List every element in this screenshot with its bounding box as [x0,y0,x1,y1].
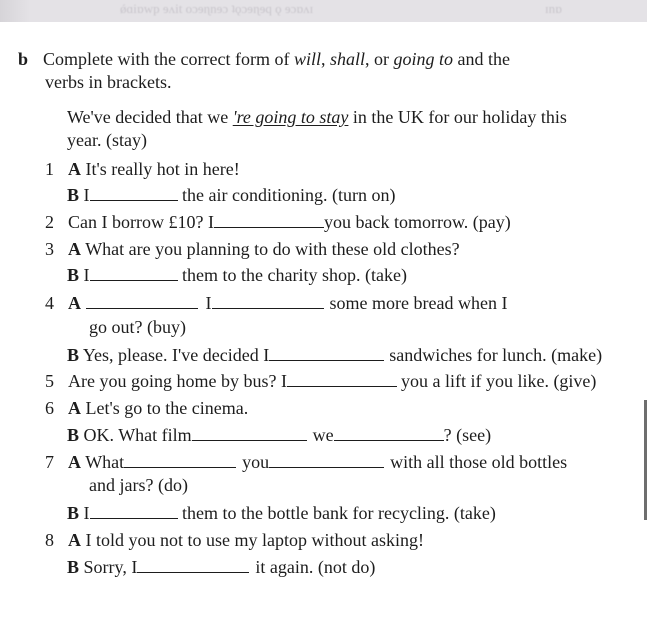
item-1-a: 1 A It's really hot in here! [45,159,240,179]
answer-blank[interactable] [269,451,384,468]
answer-blank[interactable] [192,424,307,441]
item-7-a-cont: and jars? (do) [89,475,188,495]
item-1-b: B I the air conditioning. (turn on) [67,185,396,205]
item-2: 2 Can I borrow £10? I you back tomorrow. (pay) [45,212,511,232]
example-line-2: year. (stay) [67,130,147,150]
item-8-b: B Sorry, I it again. (not do) [67,557,376,577]
answer-blank[interactable] [269,344,384,361]
ghost-text-left: ǿɑiɒwp ɘʌit oɔɘɳnɘɔ ʇǫɔɘɳɘq ǫ ɘɔɒʌɪ [120,1,314,16]
answer-blank[interactable] [90,502,178,519]
example-answer: 're going to stay [232,107,349,127]
item-4-b: B Yes, please. I've decided I sandwiches for lunch. (make) [67,345,603,365]
item-6-b: B OK. What film we ? (see) [67,425,492,445]
answer-blank[interactable] [124,451,236,468]
item-4-a: 4 A I some more bread when I [45,293,508,313]
exercise-letter: b [18,49,29,69]
answer-blank[interactable] [334,424,444,441]
answer-blank[interactable] [287,370,397,387]
answer-blank[interactable] [212,292,324,309]
answer-blank[interactable] [214,211,324,228]
instruction-line-1: b Complete with the correct form of will, shall, or going to and the [18,49,510,69]
answer-blank[interactable] [86,292,198,309]
answer-blank[interactable] [90,184,178,201]
item-6-a: 6 A Let's go to the cinema. [45,398,249,418]
ghost-text-right: ɪnɒ [545,1,562,16]
instruction-line-2: verbs in brackets. [45,72,172,92]
item-5: 5 Are you going home by bus? I you a lift if you like. (give) [45,371,597,391]
item-3-a: 3 A What are you planning to do with these old clothes? [45,239,460,259]
item-7-b: B I them to the bottle bank for recycling. (take) [67,503,496,523]
item-3-b: B I them to the charity shop. (take) [67,265,407,285]
item-7-a: 7 A What you with all those old bottles [45,452,568,472]
answer-blank[interactable] [137,556,249,573]
item-8-a: 8 A I told you not to use my laptop without asking! [45,530,424,550]
answer-blank[interactable] [90,264,178,281]
example-line-1: We've decided that we 're going to stay in the UK for our holiday this [67,107,567,127]
item-4-a-cont: go out? (buy) [89,317,186,337]
